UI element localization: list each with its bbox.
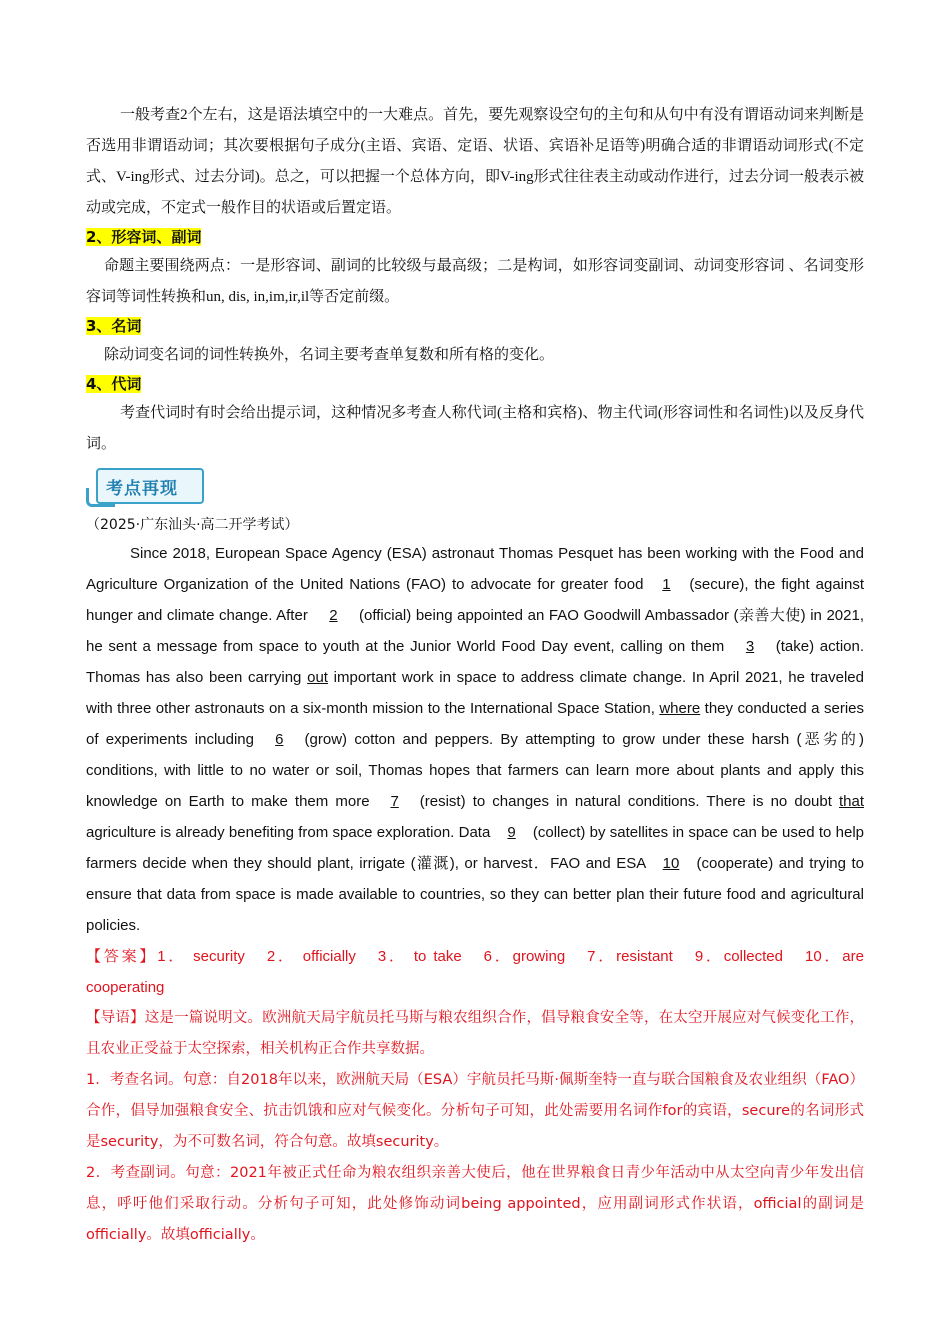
blank-2[interactable]: 2 — [329, 607, 338, 624]
cloze-passage: Since 2018, European Space Agency (ESA) astronaut Thomas Pesquet has been working with the Food and Agriculture Organization of the United Nations (FAO) to advocate for greater food 1 (secure), the fight against hunger and climate change. After 2 (official) being appointed an FAO Goodwill Ambassador (亲善大使) in 2021, he sent a message from space to youth at the Junior World Food Day event, calling on them 3 (take) action. Thomas has also been carrying out important work in space to address climate change. In April 2021, he traveled with three other astronauts on a six-month mission to the International Space Station, where they conducted a series of experiments including 6 (grow) cotton and peppers. By attempting to grow under these harsh (恶劣的) conditions, with little to no water or soil, Thomas hopes that farmers can learn more about plants and apply this knowledge on Earth to make them more 7 (resist) to changes in natural conditions. There is no doubt that agriculture is already benefiting from space exploration. Data 9 (collect) by satellites in space can be used to help farmers decide when they should plant, irrigate (灌溉), or harvest．FAO and ESA 10 (cooperate) and trying to ensure that data from space is made available to countries, so they can better plan their future food and agricultural policies. — [86, 545, 865, 934]
document-page — [86, 100, 864, 1251]
section-heading-adjective-adverb: 2、形容词、副词 — [86, 228, 202, 246]
answer-item: 1． security — [157, 948, 245, 965]
badge-label: 考点再现 — [106, 479, 178, 499]
section-heading-pronoun: 4、代词 — [86, 375, 142, 393]
answer-item: 3． to take — [377, 948, 462, 965]
answer-item: 9．collected — [694, 948, 783, 965]
badge-frame — [96, 468, 204, 504]
section-text-noun: 除动词变名词的词性转换外，名词主要考查单复数和所有格的变化。 — [104, 347, 555, 363]
answer-item: 10．are cooperating — [86, 948, 864, 996]
guide-paragraph — [86, 1003, 864, 1065]
blank-3[interactable]: 3 — [745, 638, 755, 655]
answer-label: 【答案】 — [86, 947, 158, 965]
given-word-where: where — [659, 700, 701, 717]
blank-7[interactable]: 7 — [390, 793, 399, 810]
guide-text: 这是一篇说明文。欧洲航天局宇航员托马斯与粮农组织合作，倡导粮食安全等，在太空开展应对气候变化工作，且农业正受益于太空探索，相关机构正合作共享数据。 — [86, 1010, 864, 1057]
answer-item: 6．growing — [483, 948, 566, 965]
blank-9[interactable]: 9 — [507, 824, 516, 841]
given-word-that: that — [839, 793, 865, 810]
blank-6[interactable]: 6 — [275, 731, 284, 748]
blank-10[interactable]: 10 — [662, 855, 680, 872]
answer-item: 2． officially — [266, 948, 356, 965]
explanation-1: 1．考查名词。句意：自2018年以来，欧洲航天局（ESA）宇航员托马斯·佩斯奎特一直与联合国粮食及农业组织（FAO）合作，倡导加强粮食安全、抗击饥饿和应对气候变化。分析句子可知，此处需要用名词作for的宾语，secure的名词形式是security，为不可数名词，符合句意。故填security。 — [86, 1072, 864, 1150]
answer-item: 7．resistant — [587, 948, 673, 965]
guide-label: 【导语】 — [86, 1010, 145, 1026]
answer-line — [86, 941, 864, 1003]
intro-paragraph: 一般考查2个左右，这是语法填空中的一大难点。首先，要先观察设空句的主句和从句中有没有谓语动词来判断是否选用非谓语动词；其次要根据句子成分(主语、宾语、定语、状语、宾语补足语等)明确合适的非谓语动词形式(不定式、V-ing形式、过去分词)。总之，可以把握一个总体方向，即V-ing形式往往表主动或动作进行，过去分词一般表示被动或完成，不定式一般作目的状语或后置定语。 — [86, 107, 864, 216]
given-word-out: out — [307, 669, 328, 686]
exam-source: （2025·广东汕头·高二开学考试） — [86, 517, 299, 533]
section-text-adjective-adverb: 命题主要围绕两点：一是形容词、副词的比较级与最高级；二是构词，如形容词变副词、动词变形容词 、名词变形容词等词性转换和un, dis, in,im,ir,il等否定前缀。 — [86, 258, 864, 305]
exam-point-badge — [86, 466, 864, 508]
section-text-pronoun: 考查代词时有时会给出提示词，这种情况多考查人称代词(主格和宾格)、物主代词(形容词性和名词性)以及反身代词。 — [86, 405, 864, 452]
explanation-2: 2．考查副词。句意：2021年被正式任命为粮农组织亲善大使后，他在世界粮食日青少年活动中从太空向青少年发出信息，呼吁他们采取行动。分析句子可知，此处修饰动词being appointed，应用副词形式作状语，official的副词是officially。故填officially。 — [86, 1165, 864, 1243]
section-heading-noun: 3、名词 — [86, 317, 142, 335]
blank-1[interactable]: 1 — [662, 576, 671, 593]
